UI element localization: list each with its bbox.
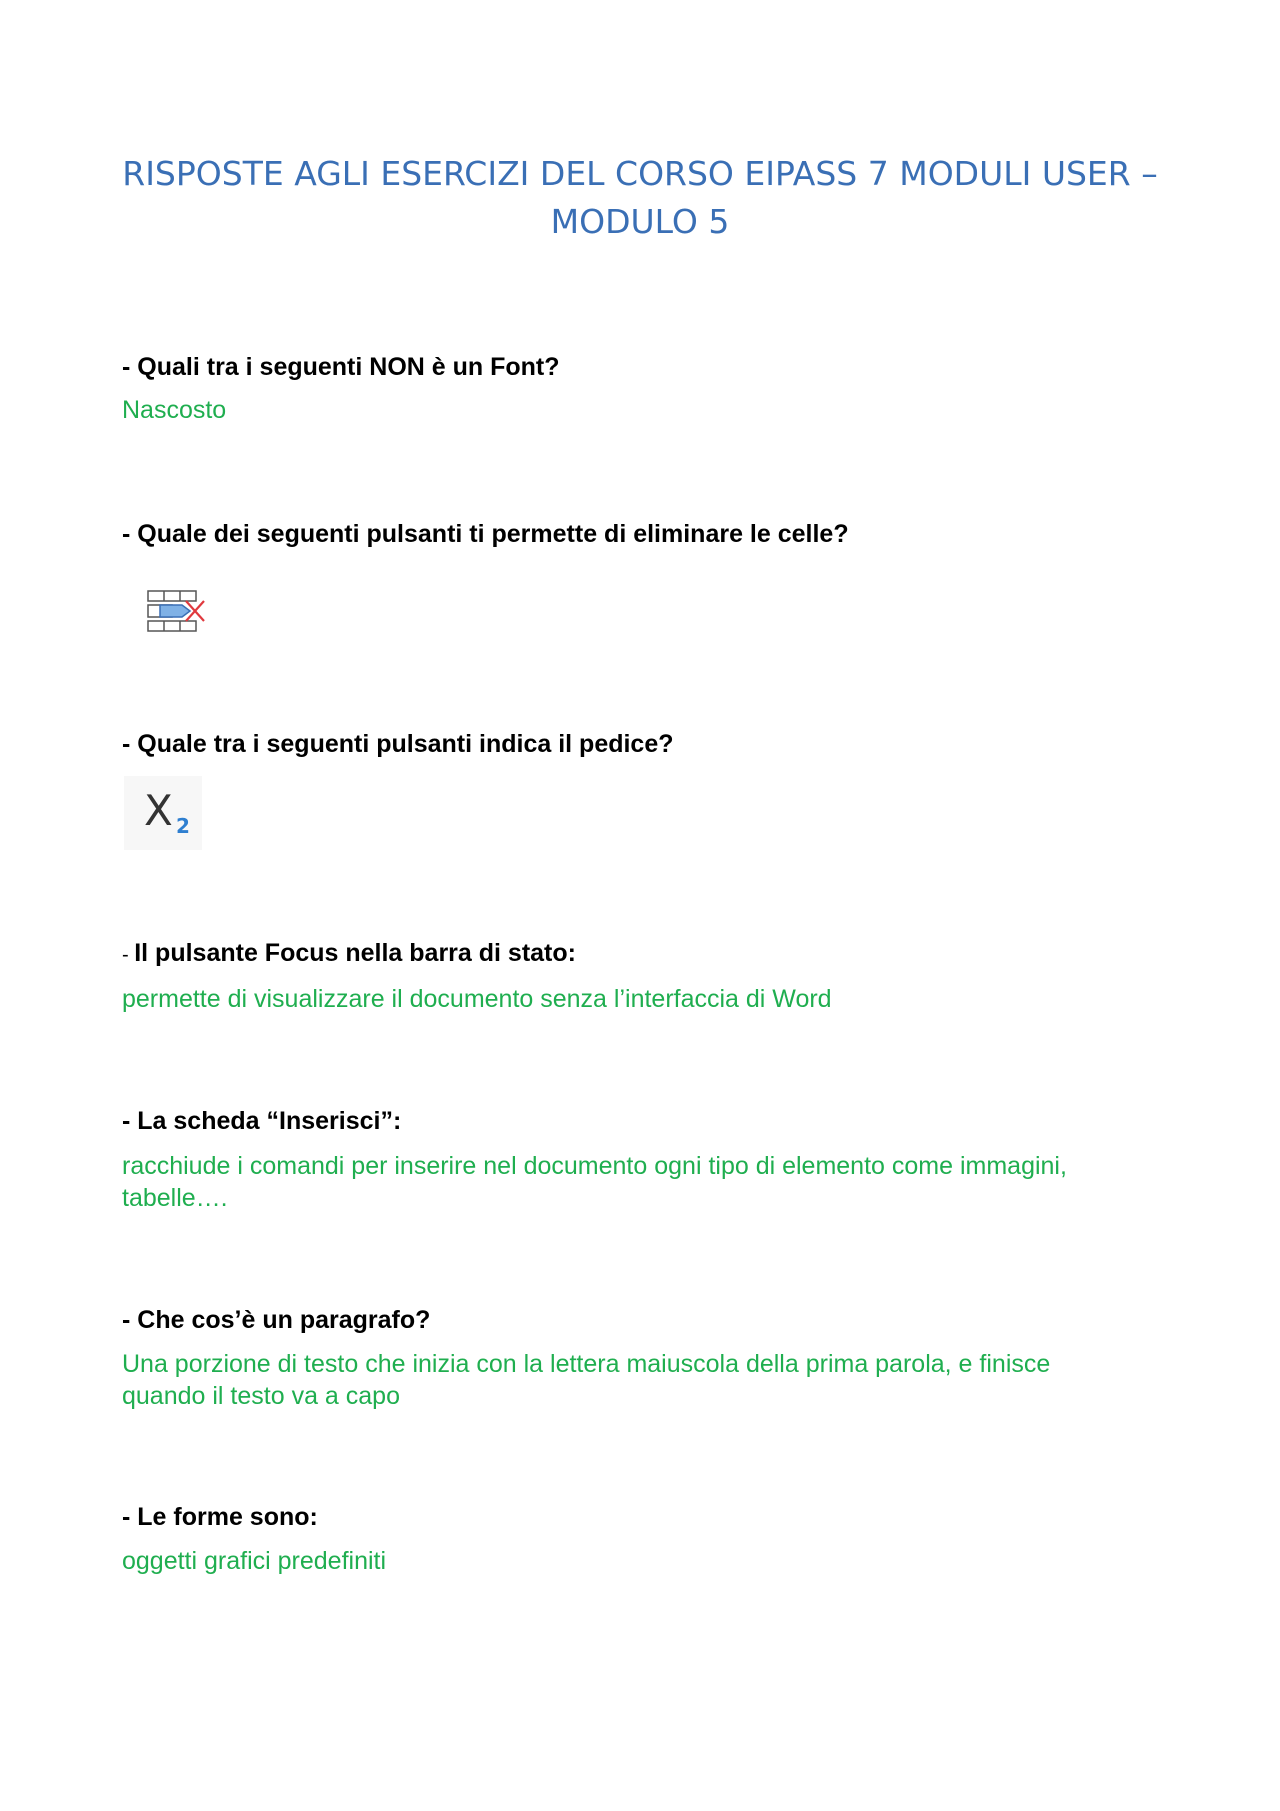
question-text: Che cos’è un paragrafo?: [137, 1306, 431, 1334]
answer-1: Nascosto: [122, 396, 227, 424]
answer-7: oggetti grafici predefiniti: [122, 1547, 387, 1575]
subscript-digit: 2: [176, 814, 190, 838]
question-1: [122, 352, 1162, 382]
question-text: Quale tra i seguenti pulsanti indica il pedice?: [137, 730, 674, 758]
question-dash: -: [122, 1107, 138, 1135]
question-text: Le forme sono:: [137, 1503, 318, 1531]
subscript-letter: X: [144, 786, 173, 835]
question-7: [122, 1502, 1162, 1532]
question-5: [122, 1106, 1162, 1136]
question-dash: -: [122, 944, 135, 966]
question-text: Quale dei seguenti pulsanti ti permette di eliminare le celle?: [137, 520, 849, 548]
document-title: RISPOSTE AGLI ESERCIZI DEL CORSO EIPASS 7 MODULI USER – MODULO 5: [122, 154, 1158, 241]
question-dash: -: [122, 1306, 138, 1334]
question-4: [122, 938, 1162, 970]
answer-5: racchiude i comandi per inserire nel documento ogni tipo di elemento come immagini, tabelle….: [122, 1152, 1067, 1212]
question-3: [122, 729, 1162, 759]
subscript-icon: [124, 776, 202, 850]
question-text: La scheda “Inserisci”:: [137, 1107, 402, 1135]
question-dash: -: [122, 353, 138, 381]
answer-6: Una porzione di testo che inizia con la lettera maiuscola della prima parola, e finisce quando il testo va a capo: [122, 1350, 1051, 1410]
delete-cells-icon: [146, 588, 208, 636]
question-text: Quali tra i seguenti NON è un Font?: [137, 353, 560, 381]
question-text: Il pulsante Focus nella barra di stato:: [134, 939, 576, 967]
question-dash: -: [122, 520, 138, 548]
answer-4: permette di visualizzare il documento senza l’interfaccia di Word: [122, 985, 832, 1013]
question-dash: -: [122, 1503, 138, 1531]
question-dash: -: [122, 730, 138, 758]
question-2: [122, 519, 1162, 549]
question-6: [122, 1305, 1162, 1335]
